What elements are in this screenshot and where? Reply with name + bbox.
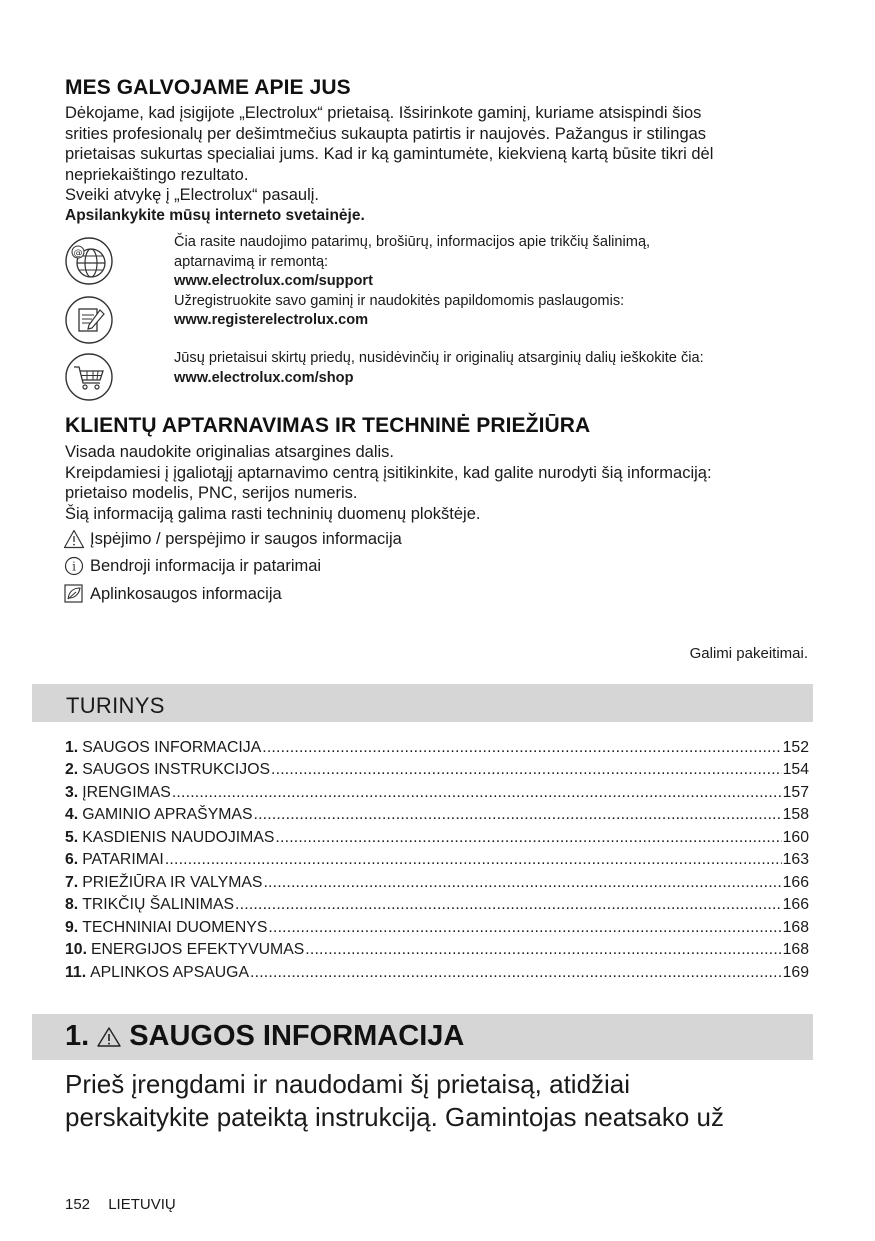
register-text: Užregistruokite savo gaminį ir naudokitės papildomomis paslaugomis:: [174, 292, 625, 309]
toc-entry-page: 166: [782, 896, 809, 913]
toc-entry[interactable]: [65, 869, 809, 892]
warning-triangle-icon: [63, 529, 85, 549]
toc-entry-label: KASDIENIS NAUDOJIMAS: [82, 828, 275, 846]
legend-environment-label: Aplinkosaugos informacija: [90, 584, 282, 603]
page-footer: [65, 1196, 190, 1213]
toc-entry[interactable]: [65, 847, 809, 870]
toc-entry-page: 169: [782, 963, 809, 981]
toc-entry-number: 3.: [65, 783, 79, 801]
visit-website-label: Apsilankykite mūsų interneto svetainėje.: [65, 206, 365, 224]
section1-intro: [65, 1068, 724, 1134]
toc-leader-dots: [250, 964, 782, 982]
info-icon: [63, 556, 85, 576]
toc-entry-page: 154: [782, 761, 809, 778]
toc-leader-dots: [275, 829, 781, 847]
shopping-cart-icon: [64, 352, 114, 402]
about-heading: MES GALVOJAME APIE JUS: [65, 76, 351, 99]
toc-entry[interactable]: [65, 734, 809, 757]
svg-text:@: @: [73, 248, 83, 259]
toc-entry-label: SAUGOS INFORMACIJA: [82, 738, 262, 756]
shop-link[interactable]: www.electrolux.com/shop: [174, 369, 354, 386]
toc-leader-dots: [172, 784, 782, 802]
toc-leader-dots: [271, 761, 782, 779]
section1-intro-line: Prieš įrengdami ir naudodami šį prietaisą, atidžiai: [65, 1069, 631, 1099]
environment-leaf-icon: [63, 584, 85, 604]
section1-intro-line: perskaitykite pateiktą instrukciją. Gamintojas neatsako už: [65, 1102, 724, 1132]
warning-triangle-icon: [95, 1025, 123, 1049]
toc-leader-dots: [262, 739, 781, 757]
toc-entry-number: 11.: [65, 963, 87, 981]
toc-entry-number: 8.: [65, 896, 79, 913]
toc-entry-number: 10.: [65, 941, 87, 958]
legend-environment: [63, 584, 282, 604]
toc-entry-number: 5.: [65, 828, 79, 846]
service-line: Kreipdamiesi į įgaliotąjį aptarnavimo centrą įsitikinkite, kad galite nurodyti šią informaciją:: [65, 463, 712, 482]
toc-entry-label: TRIKČIŲ ŠALINIMAS: [82, 896, 235, 913]
toc-title: TURINYS: [66, 693, 165, 718]
legend-warning-label: Įspėjimo / perspėjimo ir saugos informacija: [90, 529, 402, 548]
toc-entry-label: APLINKOS APSAUGA: [90, 963, 250, 981]
support-text: Čia rasite naudojimo patarimų, brošiūrų, informacijos apie trikčių šalinimą,: [174, 234, 651, 250]
service-line: Visada naudokite originalias atsargines dalis.: [65, 443, 394, 461]
service-line: Šią informaciją galima rasti techninių duomenų plokštėje.: [65, 504, 481, 523]
register-link[interactable]: www.registerelectrolux.com: [174, 312, 369, 328]
toc-entry-label: PATARIMAI: [82, 851, 164, 868]
toc-entry-page: 168: [782, 941, 809, 958]
toc-entry[interactable]: [65, 757, 809, 780]
legend-info-label: Bendroji informacija ir patarimai: [90, 556, 322, 575]
support-block: [174, 233, 650, 331]
toc-entry-label: ĮRENGIMAS: [82, 783, 171, 801]
legend-info: [63, 556, 321, 576]
section1-title-text: SAUGOS INFORMACIJA: [129, 1020, 465, 1052]
toc-entry-number: 6.: [65, 851, 79, 868]
section1-number: 1.: [65, 1020, 90, 1052]
registration-pencil-icon: [64, 295, 114, 345]
toc-entry[interactable]: [65, 824, 809, 847]
toc-entry-label: GAMINIO APRAŠYMAS: [82, 806, 253, 823]
toc-entry-label: TECHNINIAI DUOMENYS: [82, 918, 268, 936]
shop-text: Jūsų prietaisui skirtų priedų, nusidėvinčių ir originalių atsarginių dalių ieškokite čia:: [174, 350, 704, 366]
toc-entry-label: SAUGOS INSTRUKCIJOS: [82, 761, 271, 778]
toc-entry[interactable]: [65, 779, 809, 802]
toc-entry[interactable]: [65, 959, 809, 982]
about-line: srities profesionalų per dešimtmečius sukaupta patirtis ir naujovės. Pažangus ir stilingas: [65, 124, 707, 143]
service-line: prietaiso modelis, PNC, serijos numeris.: [65, 484, 358, 502]
toc-entry-page: 166: [782, 873, 809, 891]
support-text: aptarnavimą ir remontą:: [174, 253, 329, 270]
toc-entry-number: 2.: [65, 761, 79, 778]
service-paragraph: [65, 442, 825, 524]
about-line: Sveiki atvykę į „Electrolux“ pasaulį.: [65, 186, 320, 204]
toc-leader-dots: [305, 941, 781, 959]
toc-entry-page: 158: [782, 806, 809, 823]
legend-warning: [63, 529, 402, 549]
toc-entry[interactable]: [65, 802, 809, 825]
toc-entry-label: PRIEŽIŪRA IR VALYMAS: [82, 873, 263, 891]
toc-entry-label: ENERGIJOS EFEKTYVUMAS: [90, 941, 305, 958]
about-paragraph: [65, 103, 825, 226]
toc-entry-number: 7.: [65, 873, 79, 891]
service-heading: KLIENTŲ APTARNAVIMAS IR TECHNINĖ PRIEŽIŪRA: [65, 414, 591, 437]
toc-entry-page: 163: [782, 851, 809, 868]
toc-entry[interactable]: [65, 892, 809, 915]
section1-title: [65, 1020, 464, 1053]
table-of-contents: [65, 734, 809, 982]
toc-entry-page: 160: [782, 828, 809, 846]
toc-entry-page: 152: [782, 738, 809, 756]
about-line: prietaisas sukurtas specialiai jums. Kad ir ką gamintumėte, kiekvieną kartą būsite tikri dėl: [65, 145, 714, 163]
about-line: nepriekaištingo rezultato.: [65, 165, 249, 184]
toc-leader-dots: [263, 874, 781, 892]
support-link[interactable]: www.electrolux.com/support: [174, 273, 373, 289]
page-number: 152: [65, 1196, 91, 1213]
toc-entry-number: 9.: [65, 918, 79, 936]
globe-at-icon: [64, 236, 114, 286]
toc-entry-number: 1.: [65, 738, 79, 756]
toc-leader-dots: [268, 919, 781, 937]
toc-entry-number: 4.: [65, 806, 79, 823]
toc-leader-dots: [235, 896, 782, 914]
changes-note: Galimi pakeitimai.: [689, 645, 808, 662]
toc-leader-dots: [165, 851, 782, 869]
svg-text:i: i: [72, 559, 76, 574]
toc-entry[interactable]: [65, 937, 809, 960]
toc-entry[interactable]: [65, 914, 809, 937]
toc-leader-dots: [253, 806, 781, 824]
toc-entry-page: 157: [782, 783, 809, 801]
toc-entry-page: 168: [782, 918, 809, 936]
footer-language: LIETUVIŲ: [108, 1196, 176, 1213]
about-line: Dėkojame, kad įsigijote „Electrolux“ prietaisą. Išsirinkote gaminį, kuriame atsispindi šios: [65, 104, 702, 122]
shop-block: [174, 349, 704, 388]
